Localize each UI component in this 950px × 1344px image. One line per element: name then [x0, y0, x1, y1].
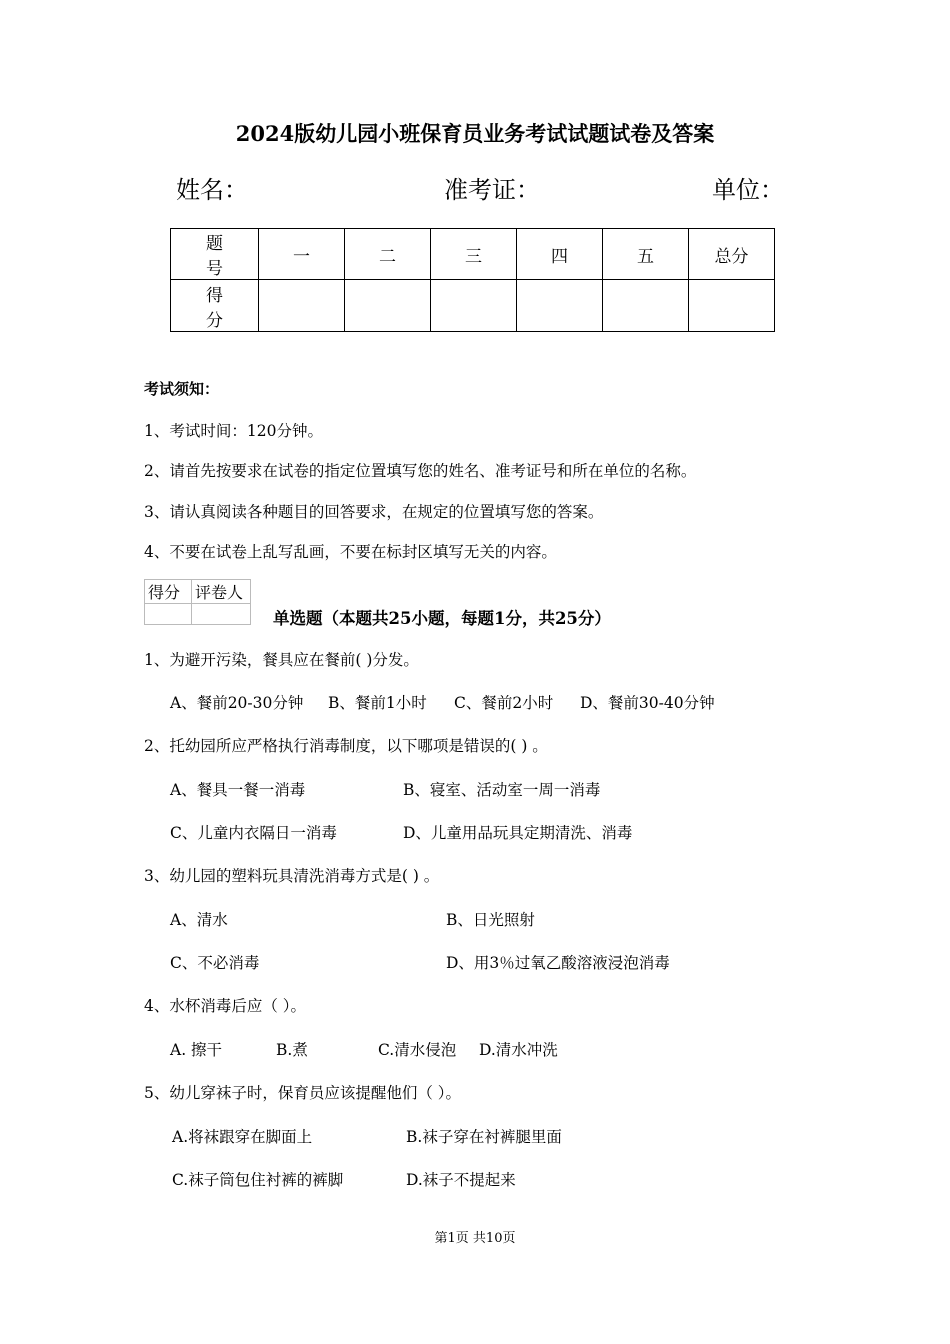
question-option: D、用3％过氧乙酸溶液浸泡消毒 — [446, 954, 670, 972]
score-row-label: 得分 — [171, 280, 259, 332]
page-title: 2024版幼儿园小班保育员业务考试试题试卷及答案 — [235, 121, 715, 146]
score-table — [170, 228, 775, 332]
question-text: 2、托幼园所应严格执行消毒制度，以下哪项是错误的( ) 。 — [144, 737, 548, 755]
score-table-header-cell: 题号 — [171, 229, 259, 280]
question-option: B.袜子穿在衬裤腿里面 — [406, 1128, 562, 1146]
exam-number-field-label: 准考证： — [444, 176, 540, 204]
score-cell[interactable] — [603, 280, 689, 332]
question-option: B、寝室、活动室一周一消毒 — [403, 781, 601, 799]
question-option: C、不必消毒 — [170, 954, 260, 972]
score-table-header-cell: 一 — [259, 229, 345, 280]
question-option: A、清水 — [170, 911, 228, 929]
score-cell[interactable] — [689, 280, 775, 332]
question-option: A.将袜跟穿在脚面上 — [172, 1128, 313, 1146]
question-option: A. 擦干 — [170, 1041, 223, 1059]
grader-box-score-label: 得分 — [145, 580, 192, 604]
page-number-footer: 第1页 共10页 — [434, 1231, 516, 1246]
grader-box-score-cell[interactable] — [145, 604, 192, 625]
notice-item: 2、请首先按要求在试卷的指定位置填写您的姓名、准考证号和所在单位的名称。 — [144, 462, 697, 480]
question-text: 1、为避开污染，餐具应在餐前( )分发。 — [144, 651, 419, 669]
question-option: D、儿童用品玩具定期清洗、消毒 — [403, 824, 633, 842]
score-table-header-row — [171, 229, 775, 280]
question-option: B.煮 — [276, 1041, 308, 1059]
question-option: C.清水侵泡 — [378, 1041, 457, 1059]
question-option: D.清水冲洗 — [479, 1041, 558, 1059]
question-option: B、餐前1小时 — [328, 694, 427, 712]
score-cell[interactable] — [345, 280, 431, 332]
question-option: A、餐具一餐一消毒 — [170, 781, 306, 799]
grader-box — [144, 579, 251, 625]
score-table-header-cell: 二 — [345, 229, 431, 280]
score-cell[interactable] — [259, 280, 345, 332]
question-option: B、日光照射 — [446, 911, 535, 929]
question-text: 5、幼儿穿袜子时，保育员应该提醒他们（ ）。 — [144, 1084, 462, 1102]
question-option: C、儿童内衣隔日一消毒 — [170, 824, 337, 842]
question-option: D.袜子不提起来 — [406, 1171, 516, 1189]
question-option: C.袜子筒包住衬裤的裤脚 — [172, 1171, 344, 1189]
question-option: A、餐前20-30分钟 — [170, 694, 304, 712]
section-title: 单选题（本题共25小题，每题1分，共25分） — [273, 609, 611, 628]
score-table-score-row — [171, 280, 775, 332]
question-text: 3、幼儿园的塑料玩具清洗消毒方式是( ) 。 — [144, 867, 440, 885]
notice-item: 4、不要在试卷上乱写乱画，不要在标封区填写无关的内容。 — [144, 543, 557, 561]
score-cell[interactable] — [517, 280, 603, 332]
question-text: 4、水杯消毒后应（ ）。 — [144, 997, 307, 1015]
question-option: D、餐前30-40分钟 — [580, 694, 715, 712]
notice-item: 3、请认真阅读各种题目的回答要求，在规定的位置填写您的答案。 — [144, 503, 604, 521]
name-field-label: 姓名： — [176, 176, 248, 204]
notice-title: 考试须知： — [144, 380, 220, 398]
notice-item: 1、考试时间：120分钟。 — [144, 422, 323, 440]
grader-box-grader-cell[interactable] — [192, 604, 251, 625]
score-cell[interactable] — [431, 280, 517, 332]
score-table-header-cell: 五 — [603, 229, 689, 280]
score-table-header-cell: 四 — [517, 229, 603, 280]
score-table-header-cell: 总分 — [689, 229, 775, 280]
score-table-header-cell: 三 — [431, 229, 517, 280]
grader-box-grader-label: 评卷人 — [192, 580, 251, 604]
question-option: C、餐前2小时 — [454, 694, 554, 712]
unit-field-label: 单位： — [712, 176, 784, 204]
